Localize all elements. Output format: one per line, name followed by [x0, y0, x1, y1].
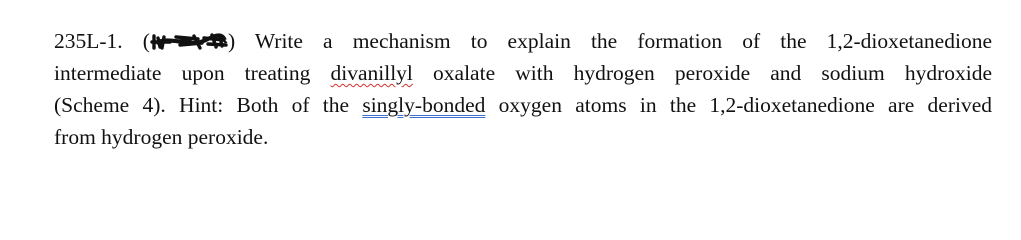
question-line-2-before: intermediate upon treating	[54, 61, 311, 85]
question-line-2	[54, 57, 992, 89]
question-line-4	[54, 121, 992, 153]
question-line-3	[54, 89, 992, 121]
redacted-points-scribble	[150, 33, 228, 51]
question-number: 235L-1.	[54, 29, 123, 53]
question-line-1	[54, 25, 992, 57]
spellcheck-flagged-word[interactable]: divanillyl	[330, 61, 413, 85]
question-line-1-text: Write a mechanism to explain the formation of the 1,2-dioxetanedione	[254, 29, 992, 53]
question-line-3-before: (Scheme 4). Hint: Both of the	[54, 93, 350, 117]
redaction-scribble-icon	[150, 33, 228, 51]
points-open-paren: (	[142, 29, 150, 53]
question-line-4-text: from hydrogen peroxide.	[54, 125, 269, 149]
points-close-paren: )	[227, 29, 236, 53]
question-line-2-after: oxalate with hydrogen peroxide and sodium hydroxide	[433, 61, 992, 85]
grammar-flagged-word[interactable]: singly-bonded	[362, 93, 486, 117]
question-text	[54, 25, 992, 153]
question-line-3-after: oxygen atoms in the 1,2-dioxetanedione are derived	[498, 93, 993, 117]
